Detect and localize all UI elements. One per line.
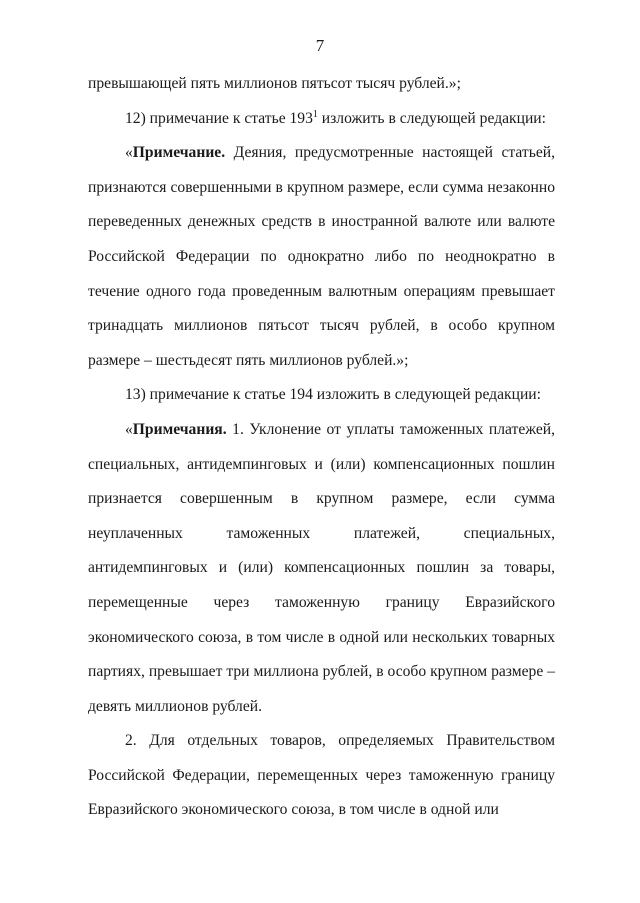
note-text: Деяния, предусмотренные настоящей статьей, признаются совершенными в крупном размере, если сумма незаконно переведенных денежных средств в иностранной валюте или валюте Российской Федерации по однократно либо по неоднократно в течение одного года проведенным валютным операциям превышает тринадцать миллионов пятьсот тысяч рублей, в особо крупном размере – шестьдесят пять миллионов рублей.»;: [88, 144, 555, 369]
note-2-text: 2. Для отдельных товаров, определяемых Правительством Российской Федерации, перемещенных через таможенную границу Евразийского экономического союза, в том числе в одной или: [88, 732, 555, 819]
item-13-text: 13) примечание к статье 194 изложить в следующей редакции:: [125, 386, 541, 404]
notes-heading: Примечания.: [132, 420, 227, 438]
note-heading: Примечание.: [132, 144, 226, 162]
item-12-text-after: изложить в следующей редакции:: [317, 109, 546, 127]
item-12-text-before: 12) примечание к статье 193: [125, 109, 313, 127]
paragraph-note-2: [88, 724, 555, 828]
paragraph-notes-194: [88, 413, 555, 724]
quote-open: «: [125, 144, 133, 162]
paragraph-item-13: [88, 378, 555, 413]
paragraph-continuation: [88, 67, 555, 102]
quote-open: «: [125, 420, 133, 438]
paragraph-note-193: [88, 136, 555, 378]
document-body: [88, 67, 555, 828]
article-superscript: 1: [312, 108, 318, 120]
paragraph-text: превышающей пять миллионов пятьсот тысяч рублей.»;: [88, 75, 461, 92]
paragraph-item-12: [88, 102, 555, 137]
page-number: 7: [315, 36, 325, 55]
notes-text: 1. Уклонение от уплаты таможенных платежей, специальных, антидемпинговых и (или) компенсационных пошлин признается совершенным в крупном размере, если сумма неуплаченных таможенных платежей, специальных, антидемпинговых и (или) компенсационных пошлин за товары, перемещенные через таможенную границу Евразийского экономического союза, в том числе в одной или нескольких товарных партиях, превышает три миллиона рублей, в особо крупном размере – девять миллионов рублей.: [88, 420, 555, 715]
